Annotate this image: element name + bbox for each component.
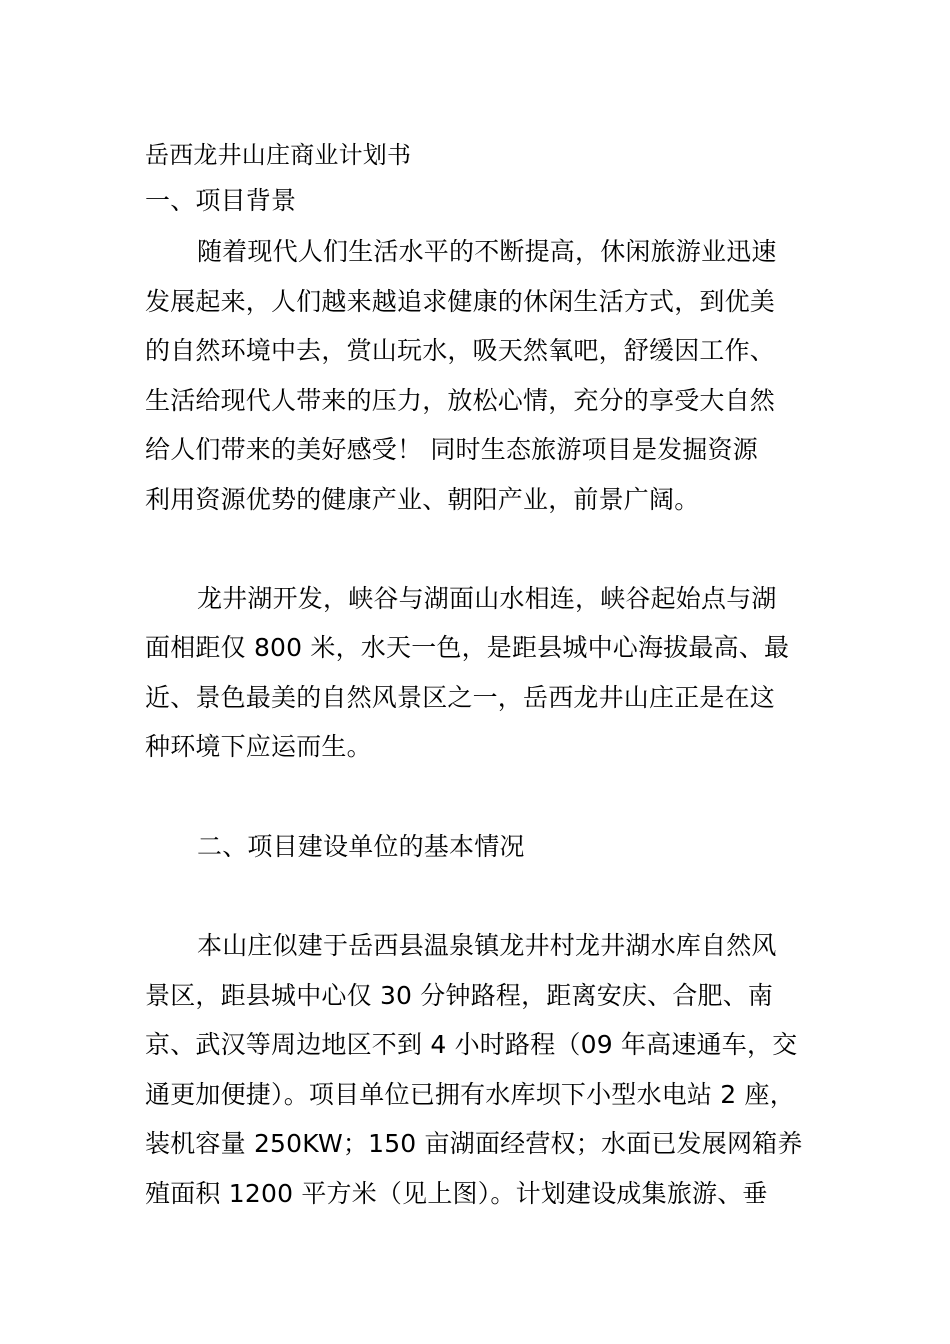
paragraph-line: 利用资源优势的健康产业、朝阳产业，前景广阔。 — [145, 485, 700, 514]
paragraph-line: 生活给现代人带来的压力，放松心情，充分的享受大自然 — [145, 386, 776, 415]
paragraph-line: 龙井湖开发，峡谷与湖面山水相连，峡谷起始点与湖 — [197, 584, 777, 613]
paragraph-line: 种环境下应运而生。 — [145, 732, 372, 761]
section-heading-basic-info: 二、项目建设单位的基本情况 — [197, 832, 525, 861]
paragraph-line: 本山庄似建于岳西县温泉镇龙井村龙井湖水库自然风 — [197, 931, 777, 960]
paragraph-line: 近、景色最美的自然风景区之一，岳西龙井山庄正是在这 — [145, 683, 776, 712]
paragraph-line: 京、武汉等周边地区不到 4 小时路程（09 年高速通车，交 — [145, 1030, 798, 1059]
paragraph-line: 发展起来，人们越来越追求健康的休闲生活方式，到优美 — [145, 287, 776, 316]
paragraph-line: 殖面积 1200 平方米（见上图）。计划建设成集旅游、垂 — [145, 1179, 768, 1208]
paragraph-line: 面相距仅 800 米，水天一色，是距县城中心海拔最高、最 — [145, 633, 790, 662]
paragraph-line: 景区，距县城中心仅 30 分钟路程，距离安庆、合肥、南 — [145, 981, 774, 1010]
paragraph-line: 装机容量 250KW；150 亩湖面经营权；水面已发展网箱养 — [145, 1129, 803, 1158]
document-title: 岳西龙井山庄商业计划书 — [145, 141, 412, 169]
paragraph-line: 通更加便捷）。项目单位已拥有水库坝下小型水电站 2 座， — [145, 1080, 795, 1109]
paragraph-line: 随着现代人们生活水平的不断提高，休闲旅游业迅速 — [197, 237, 777, 266]
paragraph-line: 的自然环境中去，赏山玩水，吸天然氧吧，舒缓因工作、 — [145, 336, 776, 365]
section-heading-background: 一、项目背景 — [145, 186, 297, 215]
paragraph-line: 给人们带来的美好感受！ 同时生态旅游项目是发掘资源 — [145, 435, 758, 464]
